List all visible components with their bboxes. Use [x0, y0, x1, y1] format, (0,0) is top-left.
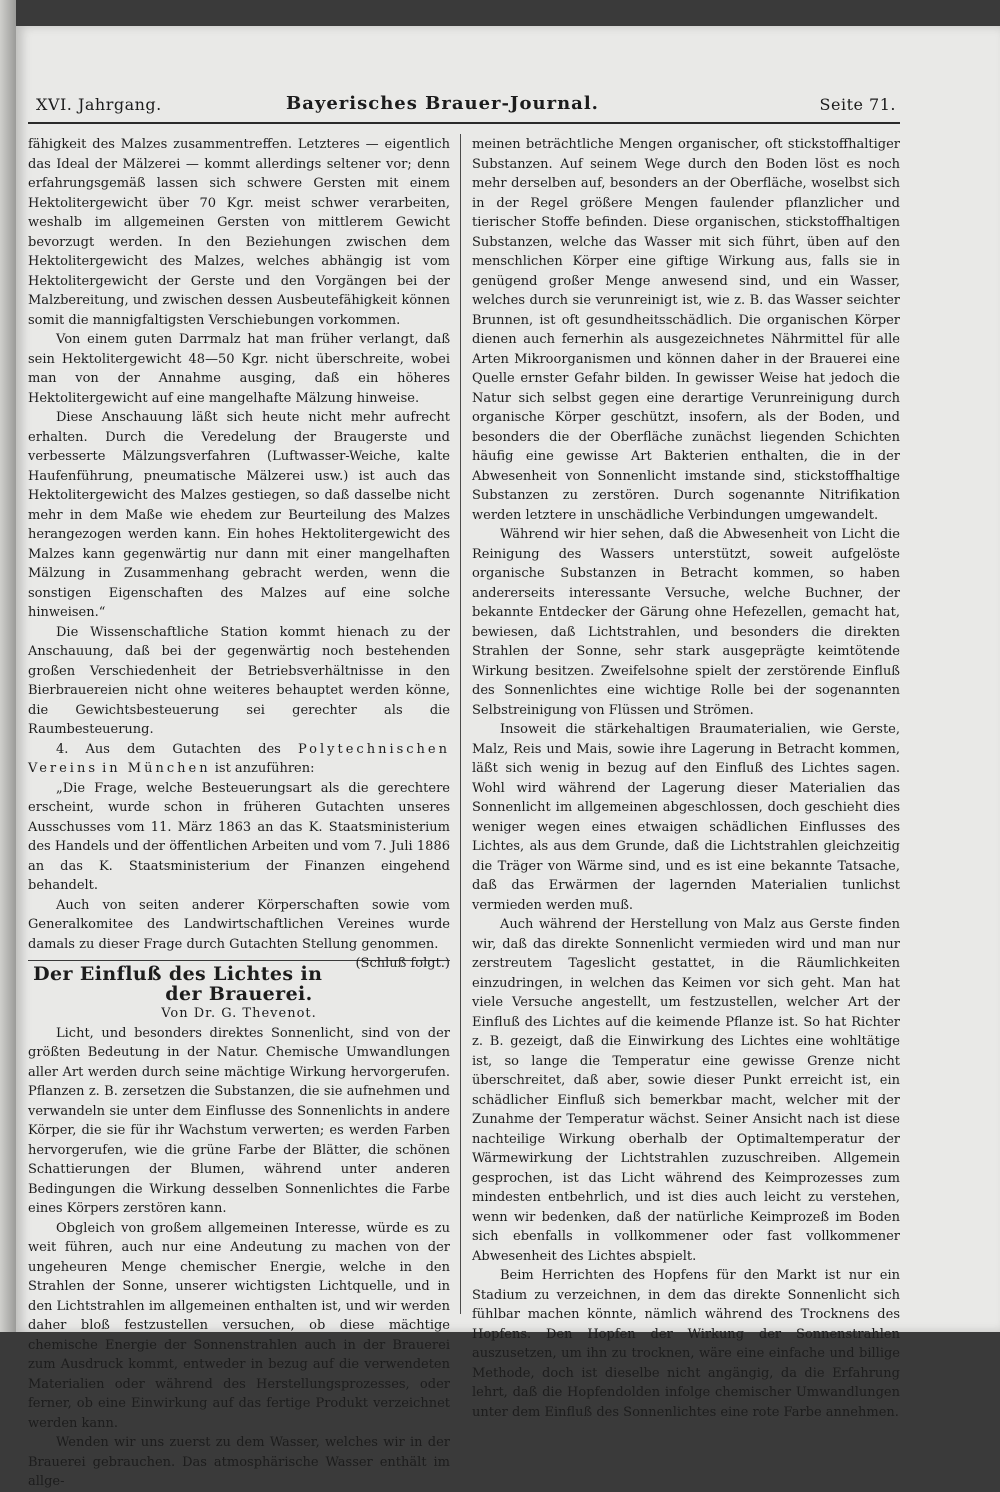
text-run: ist anzuführen: [214, 761, 315, 776]
association-name: Polytechnischen Vereins [28, 741, 450, 776]
article-title: Der Einfluß des Lichtes in der Brauerei. [33, 963, 323, 1005]
page-header [36, 95, 896, 119]
continuation-note: (Schluß folgt.) [355, 956, 450, 971]
paragraph: Wenden wir uns zuerst zu dem Wasser, welches wir in der Brauerei gebrauchen. Das atmosphärische Wasser enthält im allge- [28, 1435, 450, 1489]
header-rule [28, 122, 900, 124]
paragraph: Licht, und besonders direktes Sonnenlicht, sind von der größten Bedeutung in der Natur. Chemische Umwandlungen aller Art werden durch seine mächtige Wirkung hervorgerufen. Pflanzen z. B. zersetzen die Substanzen, die sie aufnehmen und verwandeln sie unter dem Einflusse des Sonnenlichts in andere Körper, die sie für ihr Wachstum verwerten; es werden Farben hervorgerufen, wie die grüne Farbe der Blätter, die schönen Schattierungen der Blumen, während unter anderen Bedingungen die Wirkung desselben Sonnenlichtes die Farbe eines Körpers zerstören kann. [28, 1025, 450, 1216]
column-divider [460, 134, 461, 1314]
paragraph: Diese Anschauung läßt sich heute nicht mehr aufrecht erhalten. Durch die Veredelung der Braugerste und verbesserte Mälzungsverfahren (Luftwasser-Weiche, kalte Haufenführung, pneumatische Mälzerei usw.) ist auch das Hektolitergewicht des Malzes gestiegen, so daß dasselbe nicht mehr in dem Maße wie ehedem zur Beurteilung des Malzes herangezogen werden kann. Ein hohes Hektolitergewicht des Malzes kann gegenwärtig nur dann mit einer mangelhaften Mälzung in Zusammenhang gebracht werden, wenn die sonstigen Eigenschaften des Malzes auf eine solche hinweisen.“ [28, 410, 450, 620]
left-column [28, 135, 450, 1492]
city-name: in München [102, 761, 211, 776]
paragraph: Auch während der Herstellung von Malz aus Gerste finden wir, daß das direkte Sonnenlicht vermieden wird und man nur zerstreutem Tageslicht gestattet, in die Räumlichkeiten einzudringen, in welchen das Keimen vor sich geht. Man hat viele Versuche angestellt, um festzustellen, welcher Art der Einfluß des Lichtes auf die keimende Pflanze ist. So hat Richter z. B. gezeigt, daß die Einwirkung des Lichtes eine wohltätige ist, so lange die Temperatur eine gewisse Grenze nicht überschreitet, daß aber, sowie dieser Punkt erreicht ist, ein schädlicher Einfluß sich bemerkbar macht, welcher mit der Zunahme der Temperatur wächst. Seiner Ansicht nach ist diese nachteilige Wirkung oberhalb der Optimaltemperatur der Wärmewirkung der Lichtstrahlen zuzuschreiben. Allgemein gesprochen, ist das Licht während des Keimprozesses zum mindesten entbehrlich, und ist dies auch leicht zu verstehen, wenn wir bedenken, daß der natürliche Keimprozeß im Boden sich ebenfalls in vollkommener oder fast vollkommener Abwesenheit des Lichtes abspielt. [472, 917, 900, 1264]
paragraph: meinen beträchtliche Mengen organischer, oft stickstoffhaltiger Substanzen. Auf seinem Wege durch den Boden löst es noch mehr derselben auf, besonders an der Oberfläche, woselbst sich in der Regel größere Mengen faulender pflanzlicher und tierischer Stoffe befinden. Diese organischen, stickstoffhaltigen Substanzen, welche das Wasser mit sich führt, üben auf den menschlichen Körper eine giftige Wirkung aus, falls sie in genügend großer Menge anwesend sind, und ein Wasser, welches durch sie verunreinigt ist, wie z. B. das Wasser seichter Brunnen, ist oft gesundheitsschädlich. Die organischen Körper dienen auch fernerhin als ausgezeichnetes Nährmittel für alle Arten Mikroorganismen und können daher in der Brauerei eine Quelle ernster Gefahr bilden. In gewisser Weise hat jedoch die Natur sich selbst gegen eine derartige Verunreinigung durch organische Körper geschützt, insofern, als der Boden, und besonders die der Oberfläche zunächst liegenden Schichten häufig eine gewisse Art Bakterien enthalten, die in der Abwesenheit von Sonnenlicht imstande sind, stickstoffhaltige Substanzen zu zerstören. Durch sogenannte Nitrifikation werden letztere in unschädliche Verbindungen umgewandelt. [472, 137, 900, 523]
paragraph: Beim Herrichten des Hopfens für den Markt ist nur ein Stadium zu verzeichnen, in dem das direkte Sonnenlicht sich fühlbar machen könnte, nämlich während des Trocknens des Hopfens. Den Hopfen der Wirkung der Sonnenstrahlen auszusetzen, um ihn zu trocknen, wäre eine einfache und billige Methode, doch ist dieselbe nicht angängig, da die Erfahrung lehrt, daß die Hopfendolden infolge chemischer Umwandlungen unter dem Einfluß des Sonnenlichtes eine rote Farbe annehmen. [472, 1268, 900, 1420]
paragraph: Insoweit die stärkehaltigen Braumaterialien, wie Gerste, Malz, Reis und Mais, sowie ihre Lagerung in Betracht kommen, läßt sich wenig in bezug auf den Einfluß des Lichtes sagen. Wohl wird während der Lagerung dieser Materialien das Sonnenlicht im allgemeinen abgeschlossen, doch geschieht dies weniger wegen eines etwaigen schädlichen Einflusses des Lichtes, als aus dem Grunde, daß die Lichtstrahlen gleichzeitig die Träger von Wärme sind, und es ist eine bekannte Tatsache, daß das Erwärmen der lagernden Materialien tunlichst vermieden werden muß. [472, 722, 900, 913]
right-column [472, 135, 900, 1422]
text-run: Auch von seiten anderer Körperschaften sowie vom Generalkomitee des Landwirtschaftlichen Vereines wurde damals zu dieser Frage durch Gutachten Stellung genommen. [28, 897, 450, 952]
paragraph: fähigkeit des Malzes zusammentreffen. Letzteres — eigentlich das Ideal der Mälzerei — kommt allerdings seltener vor; denn erfahrungsgemäß lassen sich schwere Gersten mit einem Hektolitergewicht über 70 Kgr. meist schwer verarbeiten, weshalb im allgemeinen Gersten von mittlerem Gewicht bevorzugt werden. In den Beziehungen zwischen dem Hektolitergewicht des Malzes, welches abhängig ist vom Hektolitergewicht der Gerste und den Vorgängen bei der Malzbereitung, und zwischen dessen Ausbeutefähigkeit können somit die mannigfaltigsten Verschiebungen vorkommen. [28, 137, 450, 328]
paragraph: „Die Frage, welche Besteuerungsart als die gerechtere erscheint, wurde schon in früheren Gutachten unseres Ausschusses vom 11. März 1863 an das K. Staatsministerium des Handels und der öffentlichen Arbeiten und vom 7. Juli 1886 an das K. Staatsministerium der Finanzen eingehend behandelt. [28, 780, 450, 893]
binding-edge [0, 0, 16, 1332]
volume-label: XVI. Jahrgang. [36, 95, 162, 114]
paragraph [28, 740, 450, 779]
page-number: Seite 71. [819, 95, 896, 114]
paragraph: Während wir hier sehen, daß die Abwesenheit von Licht die Reinigung des Wassers unterstützt, soweit aufgelöste organische Substanzen in Betracht kommen, so haben andererseits interessante Versuche, welche Buchner, der bekannte Entdecker der Gärung ohne Hefezellen, gemacht hat, bewiesen, daß Lichtstrahlen, und besonders die direkten Strahlen der Sonne, sehr stark ausgeprägte keimtötende Wirkung besitzen. Zweifelsohne spielt der zerstörende Einfluß des Sonnenlichtes eine wichtige Rolle bei der sogenannten Selbstreinigung von Flüssen und Strömen. [472, 527, 900, 718]
paragraph: Die Wissenschaftliche Station kommt hienach zu der Anschauung, daß bei der gegenwärtig noch bestehenden großen Verschiedenheit der Betriebsverhältnisse in den Bierbrauereien nicht ohne weiteres behauptet werden könne, die Gewichtsbesteuerung sei gerechter als die Raumbesteuerung. [28, 624, 450, 737]
paragraph: Obgleich von großem allgemeinen Interesse, würde es zu weit führen, auch nur eine Andeutung zu machen von der ungeheuren Menge chemischer Energie, welche in den Strahlen der Sonne, unserer wichtigsten Lichtquelle, und in den Lichtstrahlen im allgemeinen enthalten ist, und wir werden daher bloß festzustellen versuchen, ob diese mächtige chemische Energie der Sonnenstrahlen auch in der Brauerei zum Ausdruck kommt, entweder in bezug auf die verwendeten Materialien oder während des Herstellungsprozesses, oder ferner, ob eine Einwirkung auf das fertige Produkt verzeichnet werden kann. [28, 1220, 450, 1431]
article-author: Von Dr. G. Thevenot. [161, 1006, 317, 1021]
text-run: 4. Aus dem Gutachten des [56, 741, 281, 757]
paragraph [28, 896, 450, 971]
paragraph: Von einem guten Darrmalz hat man früher verlangt, daß sein Hektolitergewicht 48—50 Kgr. nicht überschreite, wobei man von der Annahme ausging, daß ein höheres Hektolitergewicht auf eine mangelhafte Mälzung hinweise. [28, 332, 450, 406]
journal-title: Bayerisches Brauer-Journal. [286, 93, 599, 114]
